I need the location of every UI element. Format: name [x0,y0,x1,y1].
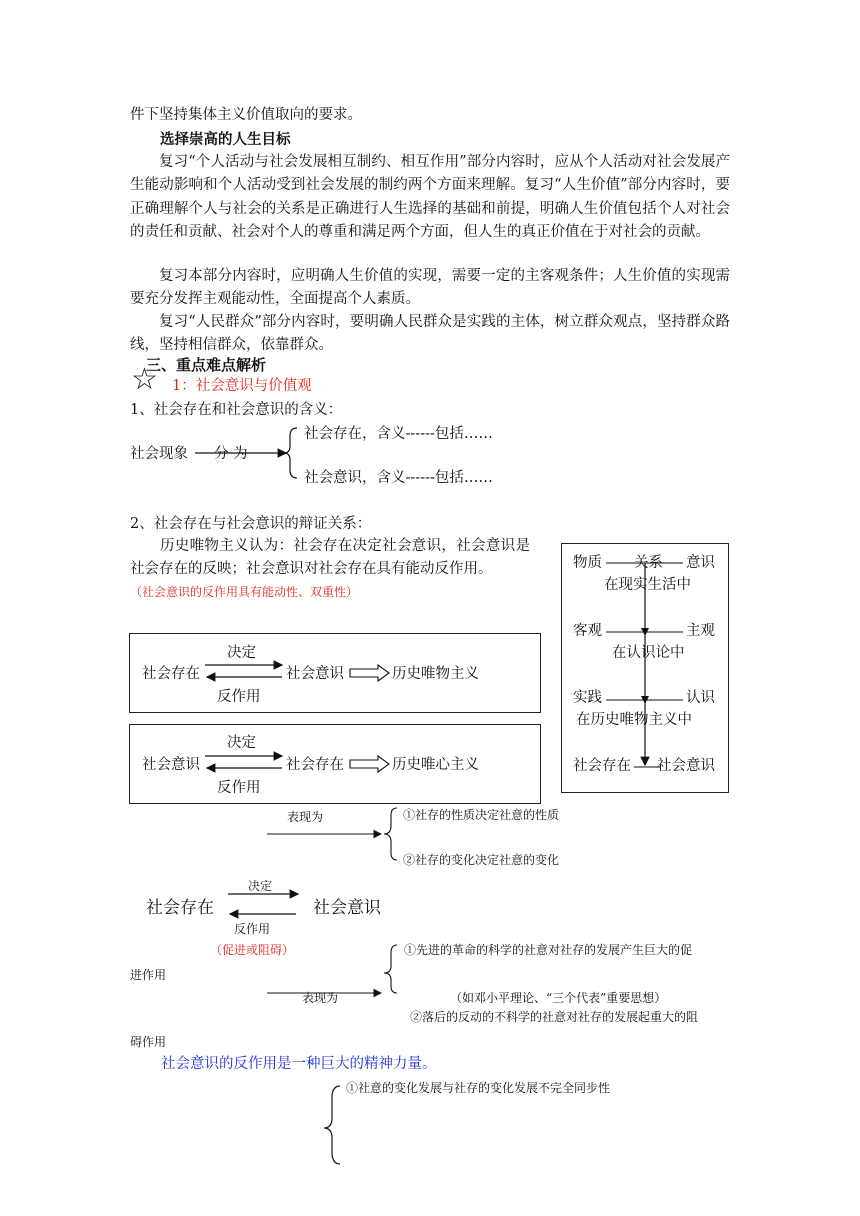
result-label: 历史唯心主义 [392,757,479,773]
arrow-label-bottom: 反作用 [217,689,261,705]
row-right: 意识 [686,555,715,571]
concept-right: 社会意识 [286,666,344,682]
list-item: ①先进的革命的科学的社意对社存的发展产生巨大的促 [404,943,693,957]
brace [284,428,297,478]
arrow-label-bottom: 反作用 [217,780,261,796]
arrow-label-top: 决定 [227,735,256,751]
list-item-continued: 进作用 [130,968,167,982]
branch-label: 社会意识，含义------包括…… [304,470,493,486]
row-mid: 关系 [634,555,663,571]
list-item-continued: 碍作用 [130,1035,167,1049]
paragraph: 复习本部分内容时，应明确人生价值的实现，需要一定的主客观条件；人生价值的实现需要充分发挥主观能动性，全面提高个人素质。 [130,268,730,308]
result-label: 历史唯物主义 [392,666,479,682]
arrow-label-top: 决定 [248,879,273,893]
row-caption: 在现实生活中 [604,577,691,593]
note: （促进或阻碍） [210,943,295,957]
section-heading: 选择崇高的人生目标 [160,131,291,148]
note: （社会意识的反作用具有能动性、双重性） [130,585,359,599]
concept-label: 社会现象 [130,446,188,462]
text-line: 件下坚持集体主义价值取向的要求。 [130,107,362,123]
row-right: 主观 [686,623,715,639]
brace [384,808,397,860]
subsection-title: 1：社会意识与价值观 [172,378,312,394]
paragraph: 历史唯物主义认为：社会存在决定社会意识，社会意识是社会存在的反映；社会意识对社会存在具有能动反作用。 [130,538,530,577]
row-left: 实践 [573,690,602,706]
star-icon: ☆ [131,362,158,397]
list-item: ②落后的反动的不科学的社意对社存的发展起重大的阻 [410,1010,699,1024]
row-right: 认识 [686,690,715,706]
row-left: 客观 [573,623,602,639]
list-item: ①社意的变化发展与社存的变化发展不完全同步性 [346,1081,611,1095]
hollow-arrow [350,756,389,772]
paragraph: 复习“个人活动与社会发展相互制约、相互作用”部分内容时，应从个人活动对社会发展产生能动影响和个人活动受到社会发展的制约两个方面来理解。复习“人生价值”部分内容时，要正确理解个人与社会的关系是正确进行人生选择的基础和前提，明确人生价值包括个人对社会的责任和贡献、社会对个人的尊重和满足两个方面，但人生的真正价值在于对社会的贡献。 [130,154,730,241]
row-left: 社会存在 [573,758,631,774]
arrow-label-bottom: 反作用 [234,922,271,936]
summary-line: 社会意识的反作用是一种巨大的精神力量。 [161,1056,437,1072]
hollow-arrow [350,665,389,681]
row-right: 社会意识 [657,758,715,774]
section-title: 三、重点难点解析 [146,356,267,374]
paragraph: 复习“人民群众”部分内容时，要明确人民群众是实践的主体，树立群众观点，坚持群众路线，坚持相信群众，依靠群众。 [130,314,730,354]
brace [324,1086,340,1164]
arrow-label: 分 为 [214,446,248,462]
arrow-label-top: 决定 [227,645,256,661]
row-caption: 在历史唯物主义中 [576,712,692,728]
brace [384,945,397,993]
row-caption: 在认识论中 [612,645,685,661]
arrow-label: 表现为 [287,810,324,824]
concept-left: 社会存在 [146,898,214,918]
concept-left: 社会存在 [142,666,200,682]
arrow-label: 表现为 [302,991,339,1005]
list-item: ②社存的变化决定社意的变化 [403,853,560,867]
concept-right: 社会意识 [313,898,381,918]
list-item: ①社存的性质决定社意的性质 [403,808,560,822]
concept-right: 社会存在 [286,757,344,773]
question-title: 2、社会存在与社会意识的辩证关系： [130,516,372,532]
concept-left: 社会意识 [142,757,200,773]
question-title: 1、社会存在和社会意识的含义： [130,402,343,418]
row-left: 物质 [573,555,602,571]
example-note: （如邓小平理论、“三个代表”重要思想） [450,991,667,1005]
branch-label: 社会存在，含义------包括…… [304,426,493,442]
